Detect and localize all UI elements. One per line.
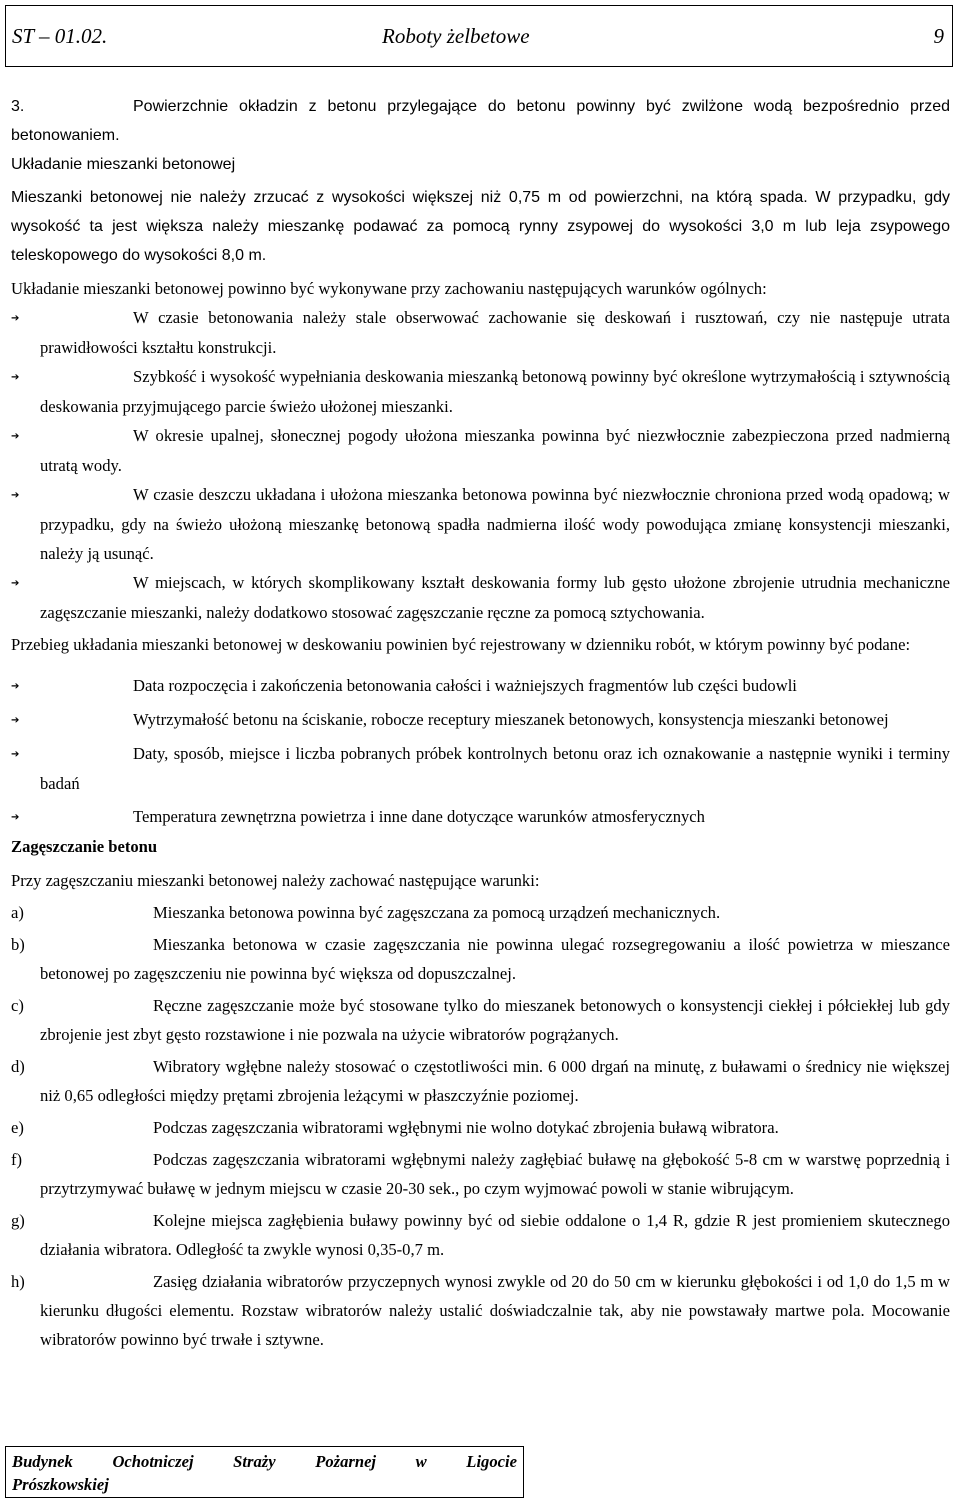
arrow-bullet-icon: ➔: [11, 578, 20, 589]
list-item-text: Zasięg działania wibratorów przyczepnych wynosi zwykle od 20 do 50 cm w kierunku głębokości i od 1,0 do 1,5 m w kierunku długości elementu. Rozstaw wibratorów należy ustalić doświadczalnie tak, aby nie powstawały martwe pola. Mocowanie wibratorów powinno być trwałe i sztywne.: [40, 1272, 950, 1349]
list-item: [11, 303, 950, 362]
list-item-text: Kolejne miejsca zagłębienia buławy powinny być od siebie oddalone o 1,4 R, gdzie R jest promieniem skutecznego działania wibratora. Odległość ta zwykle wynosi 0,35-0,7 m.: [40, 1211, 950, 1259]
list-item: [11, 1052, 950, 1110]
list-item-text: W czasie betonowania należy stale obserwować zachowanie się deskowań i rusztowań, czy nie następuje utrata prawidłowości kształtu konstrukcji.: [40, 308, 950, 357]
laying-conditions-list: [11, 303, 950, 627]
list-item-text: W miejscach, w których skomplikowany kształt deskowania formy lub gęsto ułożone zbrojenie utrudnia mechaniczne zagęszczanie mieszanki, należy dodatkowo stosować zagęszczanie ręczne za pomocą sztychowania.: [40, 573, 950, 622]
footer-line-1: Budynek Ochotniczej Straży Pożarnej w Ligocie: [12, 1452, 517, 1471]
journal-list: [11, 671, 950, 832]
list-item-text: Mieszanka betonowa powinna być zagęszczana za pomocą urządzeń mechanicznych.: [153, 903, 721, 922]
spec-code: ST – 01.02.: [12, 24, 108, 48]
list-item-label: c): [11, 996, 24, 1015]
arrow-bullet-icon: ➔: [11, 372, 20, 383]
list-item: [11, 898, 950, 927]
list-item: [11, 671, 950, 701]
page-number: 9: [933, 24, 944, 48]
list-item-text: Temperatura zewnętrzna powietrza i inne dane dotyczące warunków atmosferycznych: [133, 807, 705, 826]
list-item-label: h): [11, 1272, 25, 1291]
list-item: [11, 1145, 950, 1203]
section-title: Roboty żelbetowe: [382, 24, 530, 48]
list-item: [11, 739, 950, 798]
compaction-intro: Przy zagęszczaniu mieszanki betonowej należy zachować następujące warunki:: [11, 871, 540, 890]
list-item: [11, 1206, 950, 1264]
compaction-list: [11, 898, 950, 1354]
laying-conditions-intro: Układanie mieszanki betonowej powinno być wykonywane przy zachowaniu następujących warunków ogólnych:: [11, 279, 767, 298]
list-item-text: Podczas zagęszczania wibratorami wgłębnymi nie wolno dotykać zbrojenia buławą wibratora.: [153, 1118, 779, 1137]
journal-intro-text-block: [11, 630, 950, 659]
list-item: [11, 991, 950, 1049]
list-item-label: d): [11, 1057, 25, 1076]
arrow-bullet-icon: ➔: [11, 431, 20, 442]
point-3-text: Powierzchnie okładzin z betonu przylegające do betonu powinny być zwilżone wodą bezpośrednio przed betonowaniem.: [11, 98, 950, 144]
list-item-label: a): [11, 903, 24, 922]
list-item: [11, 421, 950, 480]
list-item-label: e): [11, 1118, 24, 1137]
list-item: [11, 802, 950, 832]
list-item-text: Daty, sposób, miejsce i liczba pobranych próbek kontrolnych betonu oraz ich oznakowanie a następnie wyniki i terminy badań: [40, 744, 950, 793]
arrow-bullet-icon: ➔: [11, 715, 20, 726]
footer-line-2: Prószkowskiej: [12, 1475, 109, 1494]
list-item: [11, 362, 950, 421]
list-item: [11, 568, 950, 627]
list-item: [11, 705, 950, 735]
list-item-text: W czasie deszczu układana i ułożona mieszanka betonowa powinna być niezwłocznie chroniona przed wodą opadową; w przypadku, gdy na świeżo ułożoną mieszankę betonową spadła nadmierna ilość wody powodująca zmianę konsystencji mieszanki, należy ją usunąć.: [40, 485, 950, 563]
arrow-bullet-icon: ➔: [11, 749, 20, 760]
list-item-text: Podczas zagęszczania wibratorami wgłębnymi należy zagłębiać buławę na głębokość 5-8 cm w warstwę poprzednią i przytrzymywać buławę w jednym miejscu w czasie 20-30 sek., po czym wyjmować powoli w stanie wibrującym.: [40, 1150, 950, 1198]
point-3-number: 3.: [11, 98, 25, 115]
list-item-text: W okresie upalnej, słonecznej pogody ułożona mieszanka powinna być niezwłocznie zabezpieczona przed nadmierną utratą wody.: [40, 426, 950, 475]
list-item-text: Wibratory wgłębne należy stosować o częstotliwości min. 6 000 drgań na minutę, z buławami o średnicy nie większej niż 0,65 odległości między prętami zbrojenia leżącymi w płaszczyźnie poziomej.: [40, 1057, 950, 1105]
list-item-label: f): [11, 1150, 23, 1169]
document-body: [11, 92, 950, 1354]
point-3: [11, 92, 950, 150]
page-footer: [5, 1446, 524, 1498]
page-header: [5, 5, 953, 67]
list-item: [11, 480, 950, 568]
journal-intro-text: Przebieg układania mieszanki betonowej w deskowaniu powinien być rejestrowany w dzienniku robót, w którym powinny być podane:: [11, 635, 911, 654]
laying-paragraph: Mieszanki betonowej nie należy zrzucać z wysokości większej niż 0,75 m od powierzchni, na którą spada. W przypadku, gdy wysokość ta jest większa należy mieszankę podawać za pomocą rynny zsypowej do wysokości 3,0 m lub leja zsypowego teleskopowego do wysokości 8,0 m.: [11, 189, 950, 264]
journal-intro: [11, 630, 950, 659]
compaction-heading: Zagęszczanie betonu: [11, 837, 158, 856]
arrow-bullet-icon: ➔: [11, 681, 20, 692]
laying-heading: Układanie mieszanki betonowej: [11, 156, 236, 173]
arrow-bullet-icon: ➔: [11, 313, 20, 324]
list-item-text: Ręczne zagęszczanie może być stosowane tylko do mieszanek betonowych o konsystencji ciekłej i półciekłej lub gdy zbrojenie jest zbyt gęsto rozstawione i nie pozwala na użycie wibratorów pogrążanych.: [40, 996, 950, 1044]
list-item: [11, 1267, 950, 1354]
list-item-label: b): [11, 935, 25, 954]
arrow-bullet-icon: ➔: [11, 812, 20, 823]
list-item-text: Mieszanka betonowa w czasie zagęszczania nie powinna ulegać rozsegregowaniu a ilość powietrza w mieszance betonowej po zagęszczeniu nie powinna być większa od dopuszczalnej.: [40, 935, 950, 983]
list-item: [11, 930, 950, 988]
list-item-label: g): [11, 1211, 25, 1230]
list-item-text: Szybkość i wysokość wypełniania deskowania mieszanką betonową powinny być określone wytrzymałością i sztywnością deskowania przyjmującego parcie świeżo ułożonej mieszanki.: [40, 367, 950, 416]
list-item: [11, 1113, 950, 1142]
list-item-text: Data rozpoczęcia i zakończenia betonowania całości i ważniejszych fragmentów lub części budowli: [133, 676, 797, 695]
arrow-bullet-icon: ➔: [11, 490, 20, 501]
list-item-text: Wytrzymałość betonu na ściskanie, robocze receptury mieszanek betonowych, konsystencja mieszanki betonowej: [133, 710, 889, 729]
